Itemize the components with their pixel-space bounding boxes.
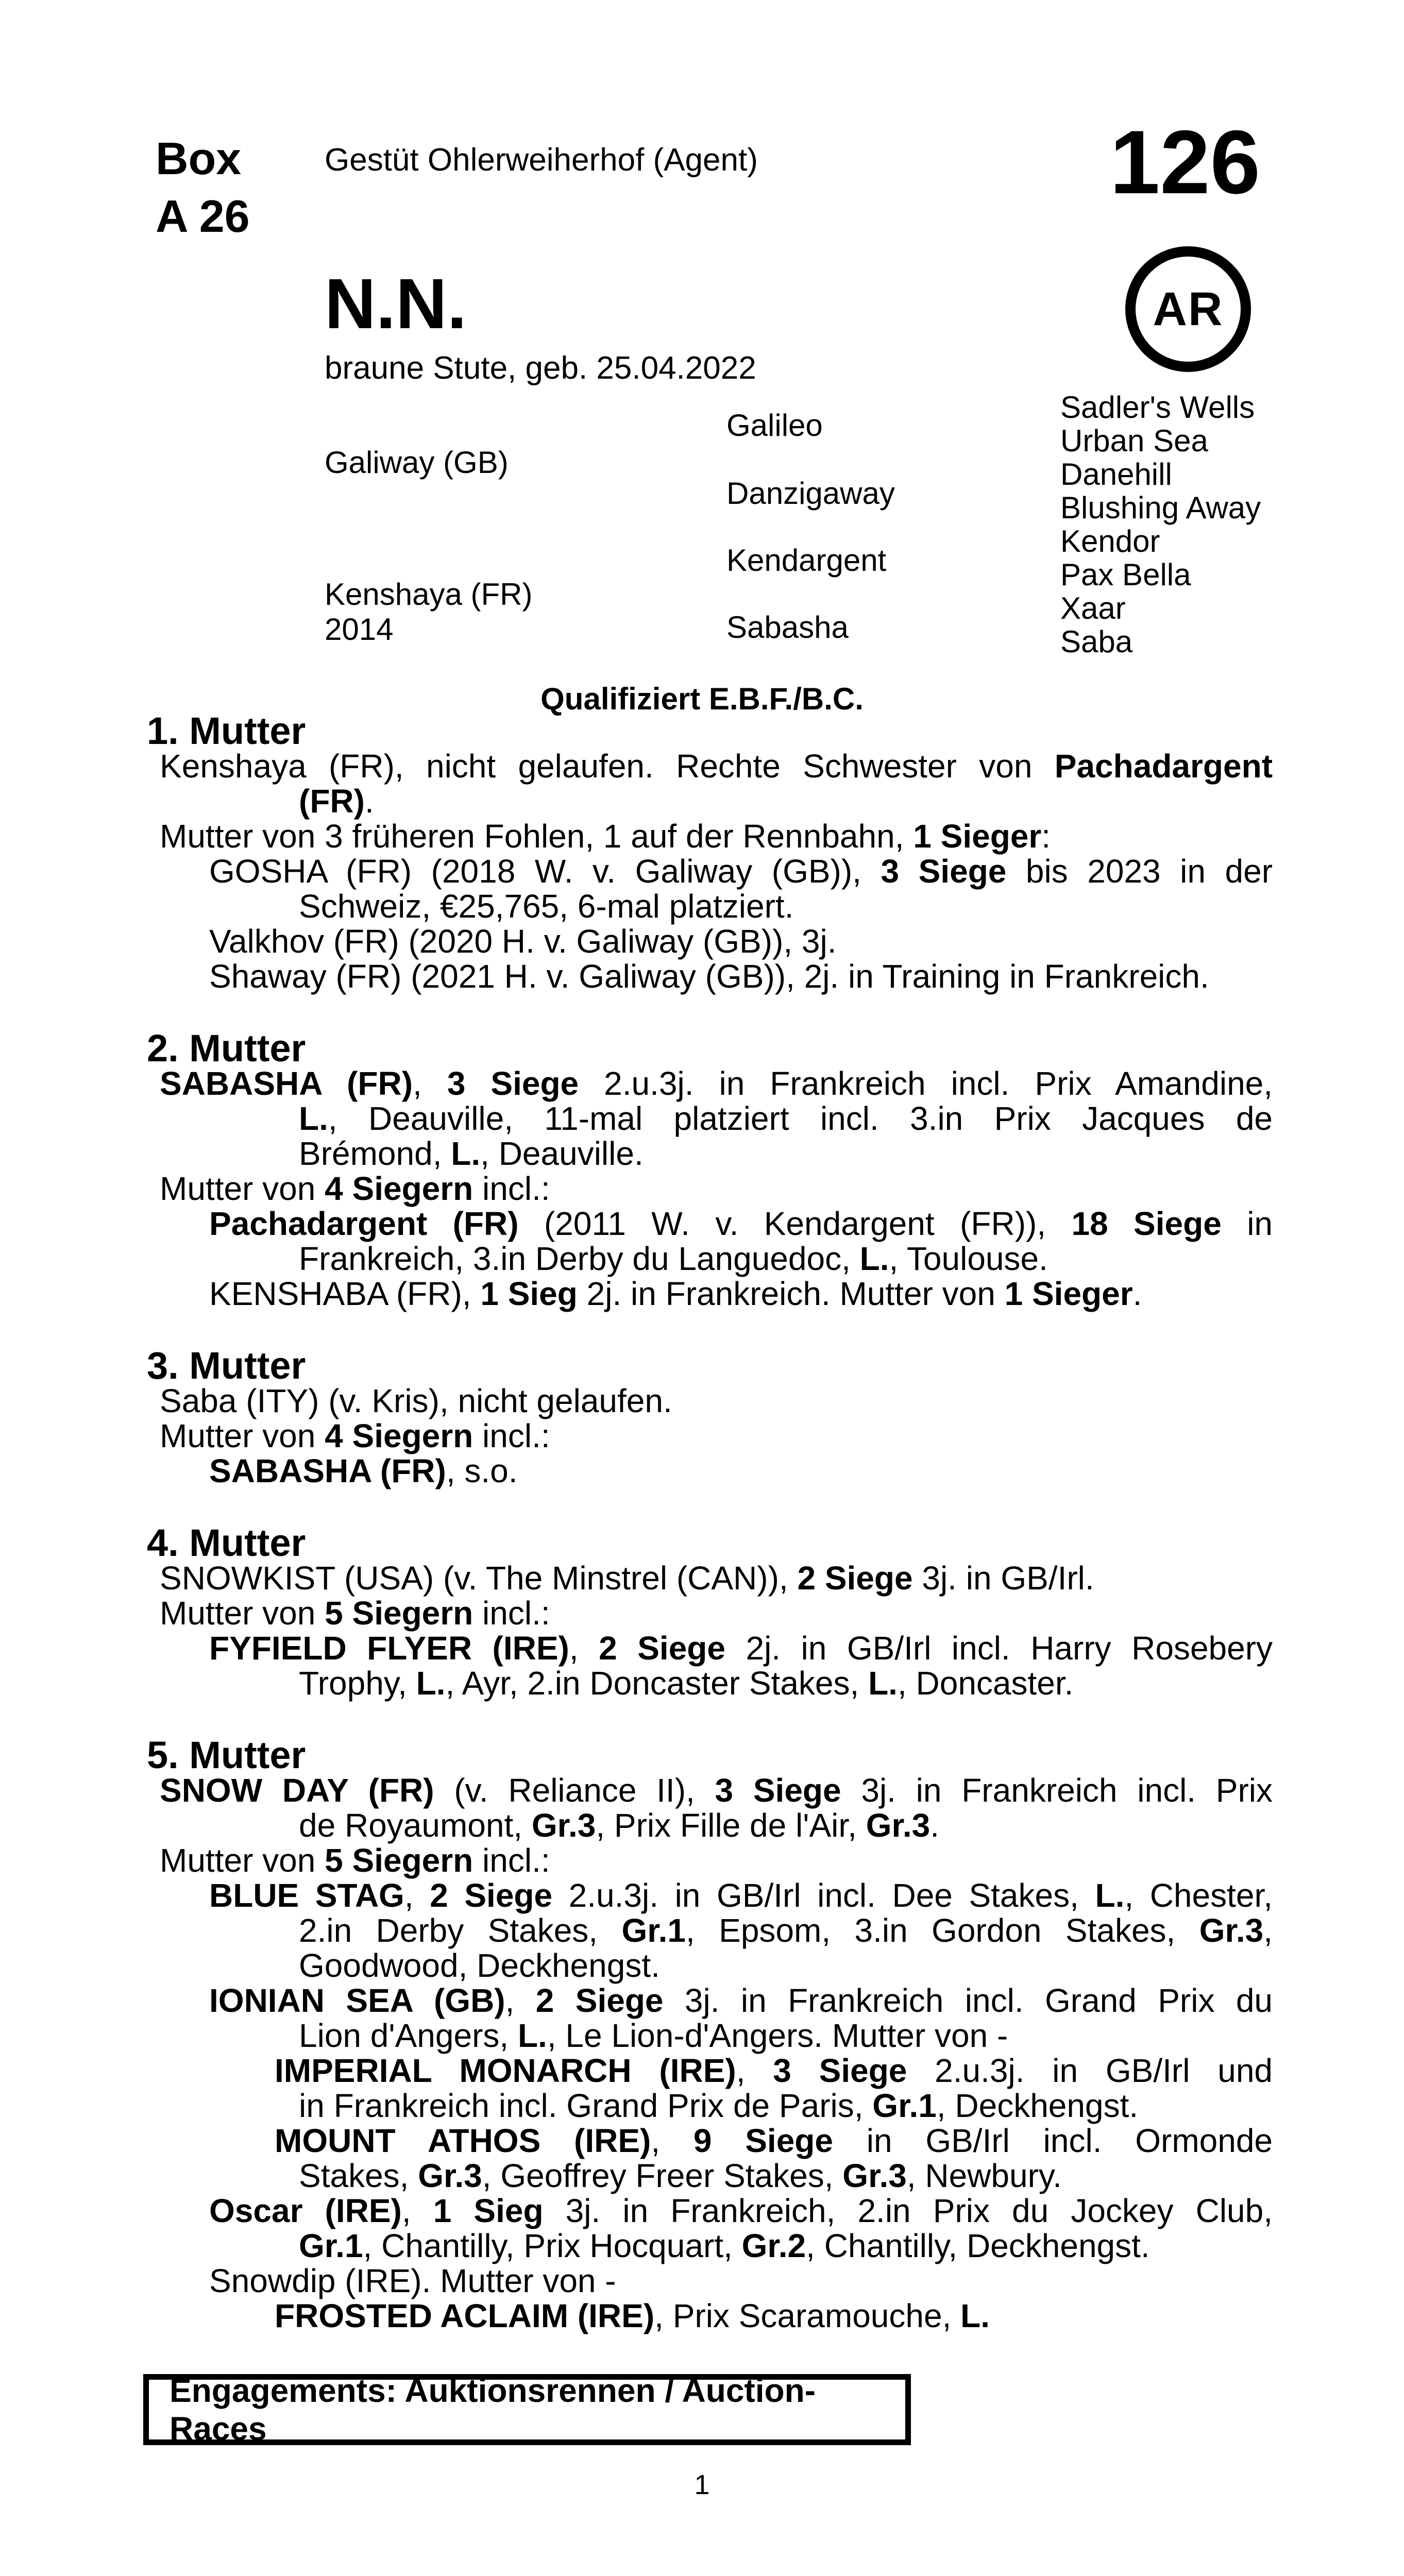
great-grandparent-name: Pax Bella	[1060, 557, 1191, 592]
mutter-section	[147, 1344, 1273, 1489]
text-line	[155, 2158, 1273, 2193]
text-line	[155, 1983, 1273, 2018]
text-line	[155, 1561, 1273, 1596]
text-segment: in Frankreich incl. Grand Prix de Paris,	[299, 2087, 873, 2124]
text-segment: 2.in Derby Stakes,	[299, 1912, 622, 1949]
text-segment: SABASHA (FR)	[160, 1065, 413, 1102]
text-line	[155, 1808, 1273, 1843]
text-line	[155, 784, 1273, 819]
text-segment: de Royaumont,	[299, 1807, 532, 1844]
text-line	[155, 2193, 1273, 2228]
text-segment: (v. Reliance II),	[434, 1772, 715, 1809]
grandparent-name: Galileo	[726, 408, 823, 443]
brand-badge-label: AR	[1153, 282, 1224, 335]
text-segment: incl.:	[473, 1417, 550, 1454]
text-line	[155, 2123, 1273, 2158]
text-segment: BLUE STAG	[209, 1877, 404, 1914]
text-segment: Stakes,	[299, 2157, 418, 2194]
text-segment: .	[930, 1807, 939, 1844]
text-line	[155, 1878, 1273, 1913]
text-segment: Shaway (FR) (2021 H. v. Galiway (GB)), 2j. in Training in Frankreich.	[209, 958, 1209, 995]
text-line	[155, 1101, 1273, 1136]
text-line	[155, 1596, 1273, 1631]
text-segment: Mutter von 3 früheren Fohlen, 1 auf der Rennbahn,	[160, 818, 914, 855]
text-segment: :	[1041, 818, 1051, 855]
text-segment: FYFIELD FLYER (IRE)	[209, 1630, 569, 1667]
engagements-box	[143, 2374, 911, 2445]
text-line	[155, 819, 1273, 854]
text-segment: 2 Siege	[535, 1982, 664, 2019]
text-segment: Kenshaya (FR), nicht gelaufen. Rechte Schwester von	[160, 748, 1055, 785]
text-segment: 3j. in Frankreich incl. Prix	[841, 1772, 1273, 1809]
text-line	[155, 1206, 1273, 1241]
grandparent-name: Danzigaway	[726, 476, 895, 511]
text-segment: bis 2023 in der	[1006, 853, 1273, 890]
text-segment: Gr.1	[872, 2087, 937, 2124]
text-line	[155, 1383, 1273, 1418]
text-segment: , Le Lion-d'Angers. Mutter von -	[547, 2017, 1008, 2054]
text-segment: , Chantilly, Prix Hocquart,	[363, 2227, 742, 2264]
text-segment: Snowdip (IRE). Mutter von -	[209, 2262, 616, 2299]
section-heading: 4. Mutter	[147, 1521, 306, 1564]
text-segment: L.	[868, 1665, 898, 1702]
text-line	[155, 959, 1273, 994]
text-segment: ,	[404, 1877, 430, 1914]
text-segment: ,	[736, 2052, 773, 2089]
mutter-section	[147, 1734, 1273, 2334]
text-segment: , Chester,	[1124, 1877, 1273, 1914]
brand-badge-circle	[1125, 246, 1251, 372]
text-line	[155, 2228, 1273, 2263]
text-segment: Pachadargent	[1054, 748, 1273, 785]
text-segment: , Deauville.	[480, 1135, 644, 1172]
text-segment: 2 Siege	[797, 1560, 913, 1597]
text-line	[155, 924, 1273, 959]
dam-year: 2014	[325, 612, 394, 647]
text-segment: Brémond,	[299, 1135, 451, 1172]
text-segment: L.	[960, 2297, 990, 2334]
text-segment: in	[1221, 1205, 1273, 1242]
text-line	[155, 1773, 1273, 1808]
text-line	[155, 1631, 1273, 1666]
text-segment: , Newbury.	[906, 2157, 1062, 2194]
text-segment: incl.:	[473, 1595, 550, 1632]
text-segment: ,	[569, 1630, 599, 1667]
great-grandparent-name: Saba	[1060, 624, 1133, 659]
text-segment: MOUNT ATHOS (IRE)	[275, 2122, 651, 2159]
section-heading: 2. Mutter	[147, 1027, 306, 1070]
mutter-sections	[147, 709, 1273, 2334]
text-segment: ,	[413, 1065, 447, 1102]
text-segment: , Chantilly, Deckhengst.	[806, 2227, 1150, 2264]
text-segment: Pachadargent (FR)	[209, 1205, 519, 1242]
text-segment: KENSHABA (FR),	[209, 1275, 481, 1312]
text-line	[155, 1066, 1273, 1101]
great-grandparent-name: Kendor	[1060, 524, 1160, 558]
text-segment: , Doncaster.	[897, 1665, 1074, 1702]
text-segment: 3 Siege	[773, 2052, 907, 2089]
text-line	[155, 2088, 1273, 2123]
text-line	[155, 1948, 1273, 1983]
engagements-label: Engagements: Auktionsrennen / Auction-Races	[170, 2372, 816, 2447]
text-segment: SNOW DAY (FR)	[160, 1772, 434, 1809]
text-segment: L.	[416, 1665, 446, 1702]
section-heading: 1. Mutter	[147, 709, 306, 752]
box-label-line2: A 26	[156, 191, 250, 242]
consignor-name: Gestüt Ohlerweiherhof (Agent)	[325, 142, 758, 178]
great-grandparent-name: Blushing Away	[1060, 490, 1261, 525]
text-segment: 5 Siegern	[325, 1842, 473, 1879]
text-line	[155, 854, 1273, 889]
text-segment: , s.o.	[446, 1452, 518, 1489]
text-segment: 4 Siegern	[325, 1170, 473, 1207]
section-heading: 5. Mutter	[147, 1734, 306, 1776]
text-segment: 3 Siege	[715, 1772, 841, 1809]
grandparent-name: Kendargent	[726, 543, 887, 578]
text-segment: 18 Siege	[1071, 1205, 1222, 1242]
text-segment: 1 Sieger	[913, 818, 1042, 855]
text-segment: 2.u.3j. in GB/Irl und	[907, 2052, 1273, 2089]
text-segment: Valkhov (FR) (2020 H. v. Galiway (GB)), 3j.	[209, 923, 837, 960]
text-segment: .	[364, 783, 374, 820]
text-segment: 2.u.3j. in GB/Irl incl. Dee Stakes,	[552, 1877, 1095, 1914]
text-segment: 3 Siege	[447, 1065, 579, 1102]
text-segment: ,	[401, 2192, 433, 2229]
text-segment: Trophy,	[299, 1665, 416, 1702]
text-line	[155, 889, 1273, 924]
text-segment: Mutter von	[160, 1170, 325, 1207]
text-segment: Goodwood, Deckhengst.	[299, 1947, 660, 1984]
text-segment: 2 Siege	[430, 1877, 553, 1914]
text-segment: IONIAN SEA (GB)	[209, 1982, 505, 2019]
dam-block	[325, 577, 532, 647]
text-segment: 1 Sieger	[1004, 1275, 1133, 1312]
text-segment: 3j. in Frankreich incl. Grand Prix du	[663, 1982, 1273, 2019]
box-label-line1: Box	[156, 133, 242, 184]
text-segment: SNOWKIST (USA) (v. The Minstrel (CAN)),	[160, 1560, 798, 1597]
text-segment: (2011 W. v. Kendargent (FR)),	[518, 1205, 1072, 1242]
text-segment: , Prix Scaramouche,	[654, 2297, 961, 2334]
section-heading: 3. Mutter	[147, 1344, 306, 1387]
text-segment: .	[1132, 1275, 1142, 1312]
text-line	[155, 1418, 1273, 1453]
text-segment: 2j. in Frankreich. Mutter von	[577, 1275, 1005, 1312]
text-line	[155, 1136, 1273, 1171]
text-segment: 4 Siegern	[325, 1417, 473, 1454]
text-segment: Gr.3	[531, 1807, 596, 1844]
text-segment: FROSTED ACLAIM (IRE)	[275, 2297, 655, 2334]
text-segment: incl.:	[473, 1170, 550, 1207]
text-line	[155, 2018, 1273, 2053]
text-segment: 3j. in GB/Irl.	[912, 1560, 1094, 1597]
text-segment: Gr.3	[842, 2157, 907, 2194]
text-line	[155, 2263, 1273, 2298]
horse-description: braune Stute, geb. 25.04.2022	[325, 350, 756, 386]
text-segment: L.	[451, 1135, 481, 1172]
text-line	[155, 2053, 1273, 2088]
text-segment: , Deckhengst.	[936, 2087, 1139, 2124]
text-segment: , Deauville, 11-mal platziert incl. 3.in Prix Jacques de	[328, 1100, 1273, 1137]
text-segment: IMPERIAL MONARCH (IRE)	[275, 2052, 736, 2089]
sire-name: Galiway (GB)	[325, 445, 509, 480]
text-segment: Saba (ITY) (v. Kris), nicht gelaufen.	[160, 1382, 672, 1419]
text-line	[155, 1843, 1273, 1878]
text-segment: L.	[299, 1100, 328, 1137]
mutter-section	[147, 1027, 1273, 1312]
dam-name: Kenshaya (FR)	[325, 577, 533, 612]
text-segment: Mutter von	[160, 1595, 325, 1632]
text-segment: 2 Siege	[599, 1630, 725, 1667]
text-segment: L.	[517, 2017, 547, 2054]
text-segment: ,	[505, 1982, 536, 2019]
text-segment: 1 Sieg	[433, 2192, 544, 2229]
text-line	[155, 749, 1273, 784]
text-segment: 3j. in Frankreich, 2.in Prix du Jockey Club,	[543, 2192, 1273, 2229]
text-segment: 2j. in GB/Irl incl. Harry Rosebery	[725, 1630, 1273, 1667]
text-segment: Gr.3	[418, 2157, 482, 2194]
text-segment: ,	[651, 2122, 693, 2159]
mutter-section	[147, 709, 1273, 995]
text-segment: , Geoffrey Freer Stakes,	[482, 2157, 843, 2194]
text-segment: , Epsom, 3.in Gordon Stakes,	[686, 1912, 1199, 1949]
text-segment: Gr.1	[299, 2227, 363, 2264]
text-segment: Lion d'Angers,	[299, 2017, 518, 2054]
text-segment: 5 Siegern	[325, 1595, 473, 1632]
text-line	[155, 1276, 1273, 1311]
text-line	[155, 1453, 1273, 1488]
text-segment: L.	[1095, 1877, 1125, 1914]
horse-name: N.N.	[325, 264, 467, 344]
great-grandparent-name: Xaar	[1060, 591, 1126, 625]
text-segment: 1 Sieg	[480, 1275, 578, 1312]
text-segment: 2.u.3j. in Frankreich incl. Prix Amandine,	[579, 1065, 1273, 1102]
text-segment: Mutter von	[160, 1842, 325, 1879]
text-segment: Oscar (IRE)	[209, 2192, 402, 2229]
text-line	[155, 1171, 1273, 1206]
text-segment: , Prix Fille de l'Air,	[596, 1807, 866, 1844]
great-grandparent-name: Sadler's Wells	[1060, 390, 1255, 425]
grandparent-name: Sabasha	[726, 610, 849, 645]
text-segment: GOSHA (FR) (2018 W. v. Galiway (GB)),	[209, 853, 881, 890]
text-segment: L.	[859, 1240, 889, 1277]
text-segment: incl.:	[473, 1842, 550, 1879]
text-segment: Gr.3	[1199, 1912, 1264, 1949]
text-line	[155, 1913, 1273, 1948]
text-segment: Mutter von	[160, 1417, 325, 1454]
text-segment: (FR)	[299, 783, 365, 820]
text-segment: ,	[1263, 1912, 1273, 1949]
text-line	[155, 1666, 1273, 1701]
great-grandparent-name: Danehill	[1060, 457, 1172, 492]
qualification-note: Qualifiziert E.B.F./B.C.	[540, 682, 864, 716]
text-line	[155, 2298, 1273, 2333]
great-grandparent-name: Urban Sea	[1060, 423, 1208, 458]
text-segment: Gr.1	[621, 1912, 686, 1949]
text-segment: Gr.2	[741, 2227, 806, 2264]
lot-number: 126	[1110, 112, 1260, 213]
text-segment: in GB/Irl incl. Ormonde	[833, 2122, 1273, 2159]
text-segment: Frankreich, 3.in Derby du Languedoc,	[299, 1240, 860, 1277]
text-segment: 9 Siege	[693, 2122, 833, 2159]
text-segment: Gr.3	[866, 1807, 931, 1844]
text-segment: Schweiz, €25,765, 6-mal platziert.	[299, 888, 794, 925]
text-line	[155, 1241, 1273, 1276]
text-segment: , Toulouse.	[889, 1240, 1048, 1277]
text-segment: 3 Siege	[881, 853, 1007, 890]
text-segment: SABASHA (FR)	[209, 1452, 446, 1489]
box-label	[156, 130, 250, 245]
mutter-section	[147, 1521, 1273, 1702]
page-number: 1	[694, 2469, 710, 2500]
text-segment: , Ayr, 2.in Doncaster Stakes,	[445, 1665, 869, 1702]
